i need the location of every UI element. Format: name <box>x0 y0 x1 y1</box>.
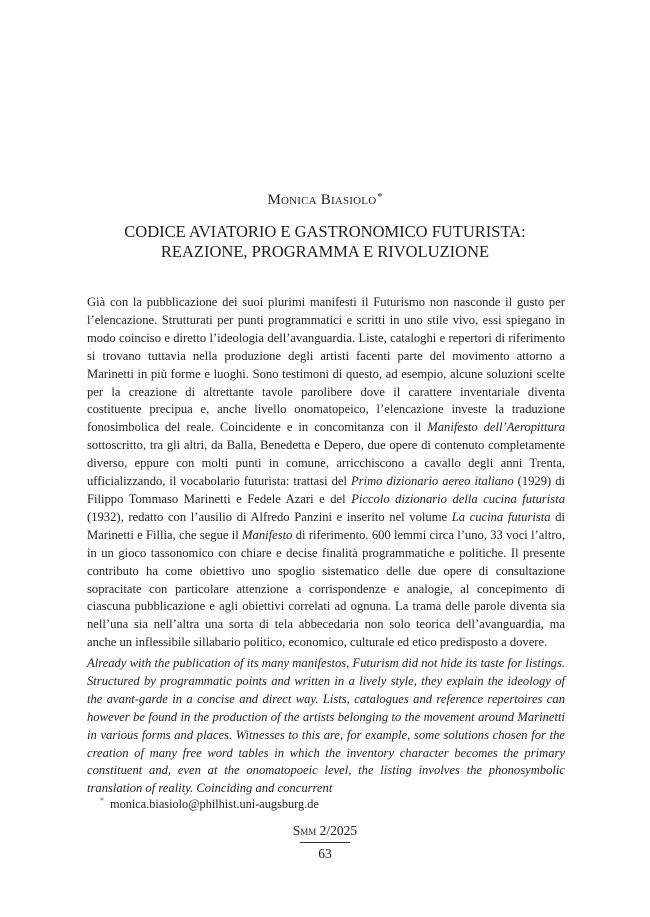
page-number: 63 <box>318 846 332 861</box>
abstract-it-text-3: (1929) di Filippo Tommaso Marinetti e Fedele Azari e del <box>87 474 566 506</box>
abstract-it-text-6: di riferimento. 600 lemmi circa l’uno, 33 voci l’altro, in un gioco tassonomico con chiare e decise finalità programmatiche e politiche. Il presente contributo ha come obiettivo uno spoglio sistematico delle due opere di consultazione sopracitate con particolare attenzione a corrispondenze e analogie, al concepimento di ciascuna pubblicazione e agli obiettivi correlati ad ognuna. La trama delle parole diventa sia nell’una sia nell’altra una sorta di tela abbecedaria non solo teorica dell’avanguardia, ma anche un inflessibile sillabario politico, economico, culturale ed etico predisposto a dovere. <box>87 527 565 650</box>
footer-divider <box>300 842 350 843</box>
title-line-1: CODICE AVIATORIO E GASTRONOMICO FUTURISTA: <box>124 222 526 241</box>
author-line <box>0 192 650 209</box>
author-footnote-marker: * <box>377 192 383 203</box>
abstract-it-title-dizionario-cucina: Piccolo dizionario della cucina futurista <box>351 491 565 506</box>
abstract-it-title-dizionario-aereo: Primo dizionario aereo italiano <box>350 474 514 489</box>
author-footnote <box>100 796 319 812</box>
abstract-it-title-manifesto: Manifesto <box>242 527 293 542</box>
article-title <box>0 222 650 262</box>
journal-issue-label: Smm 2/2025 <box>292 823 358 838</box>
abstract-it-text-5: di Marinetti e Fillìa, che segue il <box>87 509 565 542</box>
author-name: Monica Biasiolo <box>267 192 377 208</box>
title-line-2: REAZIONE, PROGRAMMA E RIVOLUZIONE <box>160 242 490 261</box>
abstract-it-text-4: (1932), redatto con l’ausilio di Alfredo Panzini e inserito nel volume <box>87 509 452 524</box>
abstract-it-text-1: Già con la pubblicazione dei suoi plurimi manifesti il Futurismo non nasconde il gusto per l’elencazione. Strutturati per punti programmatici e scritti in uno stile vivo, essi spiegano in modo coinciso e diretto l’ideologia dell’avanguardia. Liste, cataloghi e repertori di riferimento si trovano tuttavia nella produzione degli artisti facenti parte del movimento attorno a Marinetti in più forme e luoghi. Sono testimoni di questo, ad esempio, alcune soluzioni scelte per la creazione di altrettante tavole parolibere dove il carattere inventariale diventa costituente precipua e, anche livello onomatopeico, l’elencazione investe la traduzione fonosimbolica del reale. Coincidente e in concomitanza con il <box>87 295 565 435</box>
abstract-it-title-aeropittura: Manifesto dell’Aeropittura <box>427 420 565 435</box>
author-email: monica.biasiolo@philhist.uni-augsburg.de <box>110 797 319 811</box>
abstract-it-text-2: sottoscritto, tra gli altri, da Balla, Benedetta e Depero, due opere di contenuto completamente diverso, eppure con molti punti in comune, arricchiscono a cavallo degli anni Trenta, ufficializzando, il vocabolario futurista: trattasi del <box>87 438 565 489</box>
journal-issue <box>0 823 650 839</box>
abstract-italian <box>87 294 565 652</box>
abstract-it-title-cucina-futurista: La cucina futurista <box>451 509 551 524</box>
abstract-english: Already with the publication of its many manifestos, Futurism did not hide its taste for listings. Structured by programmatic points and written in a lively style, they explain the ideology of the avant-garde in a concise and direct way. Lists, catalogues and reference repertoires can however be found in the production of the artists belonging to the movement around Marinetti in various forms and places. Witnesses to this are, for example, some solutions chosen for the creation of many free word tables in which the inventory character becomes the primary constituent and, even at the onomatopoeic level, the listing involves the phonosymbolic translation of reality. Coinciding and concurrent <box>87 656 565 796</box>
footnote-marker: * <box>100 796 104 805</box>
